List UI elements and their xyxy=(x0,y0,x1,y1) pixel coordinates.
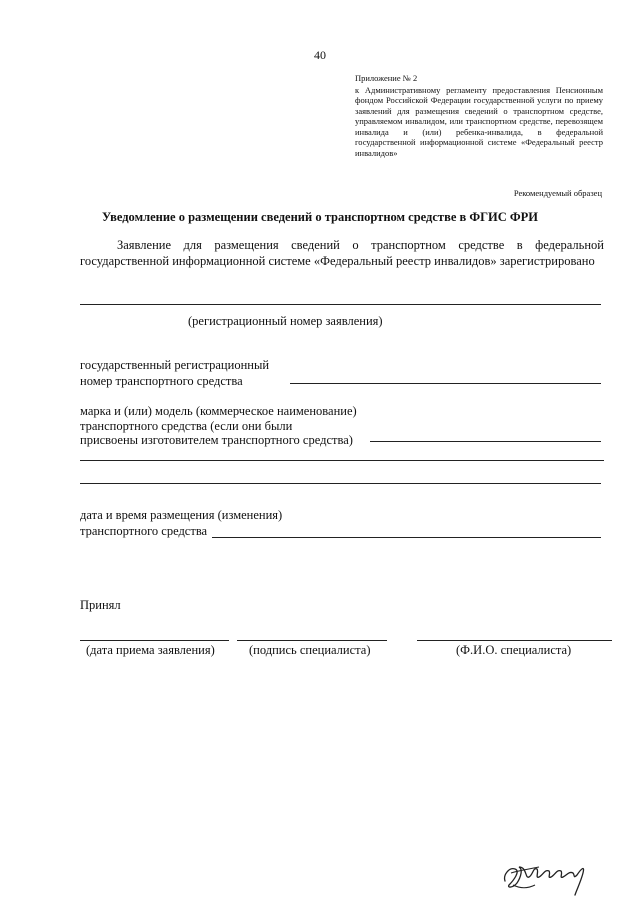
reg-plate-label-2: номер транспортного средства xyxy=(80,374,243,388)
signature-sign-line xyxy=(237,640,387,641)
signature-caption: (подпись специалиста) xyxy=(249,643,371,657)
page-number: 40 xyxy=(314,48,326,62)
datetime-label-1: дата и время размещения (изменения) xyxy=(80,508,283,522)
appendix-title: Приложение № 2 xyxy=(355,73,418,83)
statement-paragraph xyxy=(80,237,604,269)
model-label-3: присвоены изготовителем транспортного средства) xyxy=(80,433,353,447)
name-sign-line xyxy=(417,640,612,641)
datetime-line xyxy=(212,537,601,538)
document-heading: Уведомление о размещении сведений о транспортном средстве в ФГИС ФРИ xyxy=(101,210,539,224)
model-label-1: марка и (или) модель (коммерческое наименование) xyxy=(80,404,357,418)
model-label-2: транспортного средства (если они были xyxy=(80,419,293,433)
name-caption: (Ф.И.О. специалиста) xyxy=(456,643,572,657)
handwritten-signature xyxy=(499,855,594,900)
datetime-label-2: транспортного средства xyxy=(80,524,208,538)
reg-plate-label-1: государственный регистрационный xyxy=(80,358,270,372)
reg-plate-line xyxy=(290,383,601,384)
model-line-1 xyxy=(370,441,601,442)
recommended-sample-label: Рекомендуемый образец xyxy=(513,188,602,198)
reg-number-caption: (регистрационный номер заявления) xyxy=(188,314,383,328)
appendix-text: к Административному регламенту предоставления Пенсионным фондом Российской Федерации государственной услуги по приему заявлений для размещения сведений о транспортном средстве, управляемом инвалидом, или транспортном средстве, перевозящем инвалида и (или) ребенка-инвалида, в федеральной государственной информационной системе «Федеральный реестр инвалидов» xyxy=(355,84,603,158)
reg-number-line xyxy=(80,304,601,305)
accepted-label: Принял xyxy=(80,598,121,612)
model-line-3 xyxy=(80,483,601,484)
date-sign-line xyxy=(80,640,229,641)
appendix-block xyxy=(355,73,603,158)
model-line-2 xyxy=(80,460,604,461)
date-caption: (дата приема заявления) xyxy=(86,643,215,657)
statement-text: Заявление для размещения сведений о транспортном средстве в федеральной государственной информационной системе «Федеральный реестр инвалидов» зарегистрировано xyxy=(80,238,604,268)
